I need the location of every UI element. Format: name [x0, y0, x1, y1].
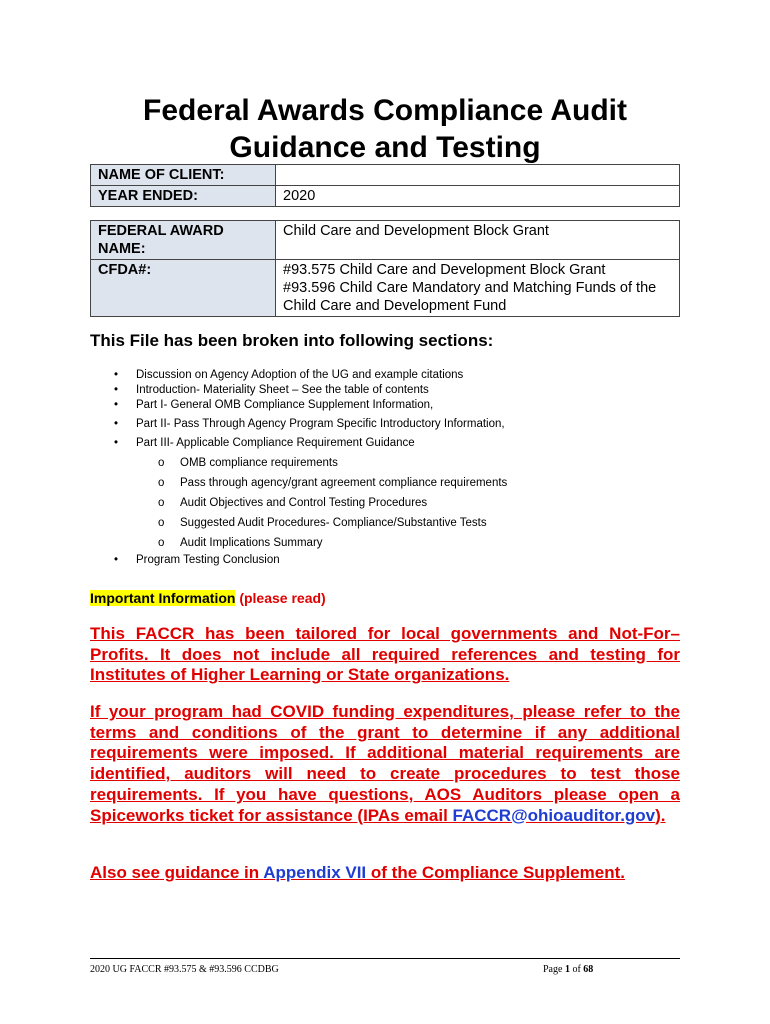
please-read-label: (please read)	[239, 590, 326, 606]
covid-notice-end: ).	[655, 805, 666, 825]
footer-divider	[90, 958, 680, 959]
tailored-notice: This FACCR has been tailored for local governments and Not-For–Profits. It does not include all required references and testing for Institutes of Higher Learning or State organizations.	[90, 624, 680, 685]
section-text: Part II- Pass Through Agency Program Specific Introductory Information,	[136, 418, 505, 430]
sections-list	[90, 368, 507, 568]
title-line-2: Guidance and Testing	[229, 131, 541, 164]
footer-page-number	[543, 964, 593, 975]
covid-notice	[90, 702, 680, 826]
list-item: o Pass through agency/grant agreement compliance requirements	[158, 477, 508, 489]
cfda-label: CFDA#:	[91, 260, 276, 317]
client-name-label: NAME OF CLIENT:	[91, 165, 276, 186]
client-name-value[interactable]	[276, 165, 680, 186]
sections-heading: This File has been broken into following sections:	[90, 331, 494, 350]
total-pages: 68	[583, 964, 594, 975]
award-name-value[interactable]: Child Care and Development Block Grant	[276, 221, 680, 260]
list-item: • Introduction- Materiality Sheet – See the table of contents	[114, 384, 429, 396]
section-text: Discussion on Agency Adoption of the UG and example citations	[136, 369, 464, 381]
appendix-notice	[90, 863, 680, 884]
current-page: 1	[564, 964, 570, 975]
award-label-line-2: NAME:	[98, 241, 146, 257]
important-information-heading	[90, 590, 326, 606]
cfda-line-3: Child Care and Development Fund	[283, 298, 507, 314]
subsections-list	[136, 453, 507, 553]
list-item: • Discussion on Agency Adoption of the UG and example citations	[114, 369, 464, 381]
faccr-email-link[interactable]: FACCR@ohioauditor.gov	[452, 805, 656, 825]
important-label: Important Information	[90, 590, 236, 606]
list-item: • Program Testing Conclusion	[114, 554, 280, 566]
cfda-line-1: #93.575 Child Care and Development Block Grant	[283, 262, 606, 278]
list-item: • Part II- Pass Through Agency Program Specific Introductory Information,	[114, 418, 505, 430]
section-text: Program Testing Conclusion	[136, 554, 280, 566]
subsection-text: Suggested Audit Procedures- Compliance/Substantive Tests	[180, 517, 487, 529]
year-ended-label: YEAR ENDED:	[91, 186, 276, 207]
award-label-line-1: FEDERAL AWARD	[98, 223, 224, 239]
page-label: Page	[543, 964, 563, 975]
cfda-value[interactable]	[276, 260, 680, 317]
subsection-text: OMB compliance requirements	[180, 457, 338, 469]
award-info-table	[90, 220, 680, 317]
footer-document-id: 2020 UG FACCR #93.575 & #93.596 CCDBG	[90, 964, 279, 975]
of-label: of	[572, 964, 581, 975]
covid-notice-text: If your program had COVID funding expenditures, please refer to the terms and conditions of the grant to determine if any additional requirements were imposed. If additional material requirements are identified, auditors will need to create procedures to test those requirements. If you have questions, AOS Auditors please open a Spiceworks ticket for assistance (IPAs email	[90, 702, 680, 825]
list-item: o Suggested Audit Procedures- Compliance/Substantive Tests	[158, 517, 487, 529]
subsection-text: Audit Objectives and Control Testing Procedures	[180, 497, 428, 509]
year-ended-value[interactable]: 2020	[276, 186, 680, 207]
section-text: Introduction- Materiality Sheet – See the table of contents	[136, 384, 429, 396]
title-line-1: Federal Awards Compliance Audit	[143, 94, 627, 127]
appendix-notice-start: Also see guidance in	[90, 863, 264, 882]
section-text: Part I- General OMB Compliance Supplement Information,	[136, 399, 434, 411]
subsection-text: Pass through agency/grant agreement compliance requirements	[180, 477, 508, 489]
appendix-vii-link[interactable]: Appendix VII	[263, 863, 367, 882]
list-item: • Part I- General OMB Compliance Supplement Information,	[114, 399, 434, 411]
list-item: • Part III- Applicable Compliance Requirement Guidance o OMB compliance requirements o Pass through agency/grant agreement compliance requirements o Audit Objectives and Control Testing Procedures o Suggested Audit Procedures- Compliance/Substantive Tests o Audit Implications Summary	[90, 436, 507, 553]
list-item: o Audit Objectives and Control Testing Procedures	[158, 497, 428, 509]
document-title	[90, 92, 680, 166]
section-text: Part III- Applicable Compliance Requirement Guidance	[136, 437, 415, 449]
subsection-text: Audit Implications Summary	[180, 537, 323, 549]
client-info-table	[90, 164, 680, 207]
cfda-line-2: #93.596 Child Care Mandatory and Matching Funds of the	[283, 280, 657, 296]
award-name-label	[91, 221, 276, 260]
list-item: o OMB compliance requirements	[158, 457, 338, 469]
appendix-notice-end: of the Compliance Supplement.	[366, 863, 625, 882]
list-item: o Audit Implications Summary	[158, 537, 323, 549]
